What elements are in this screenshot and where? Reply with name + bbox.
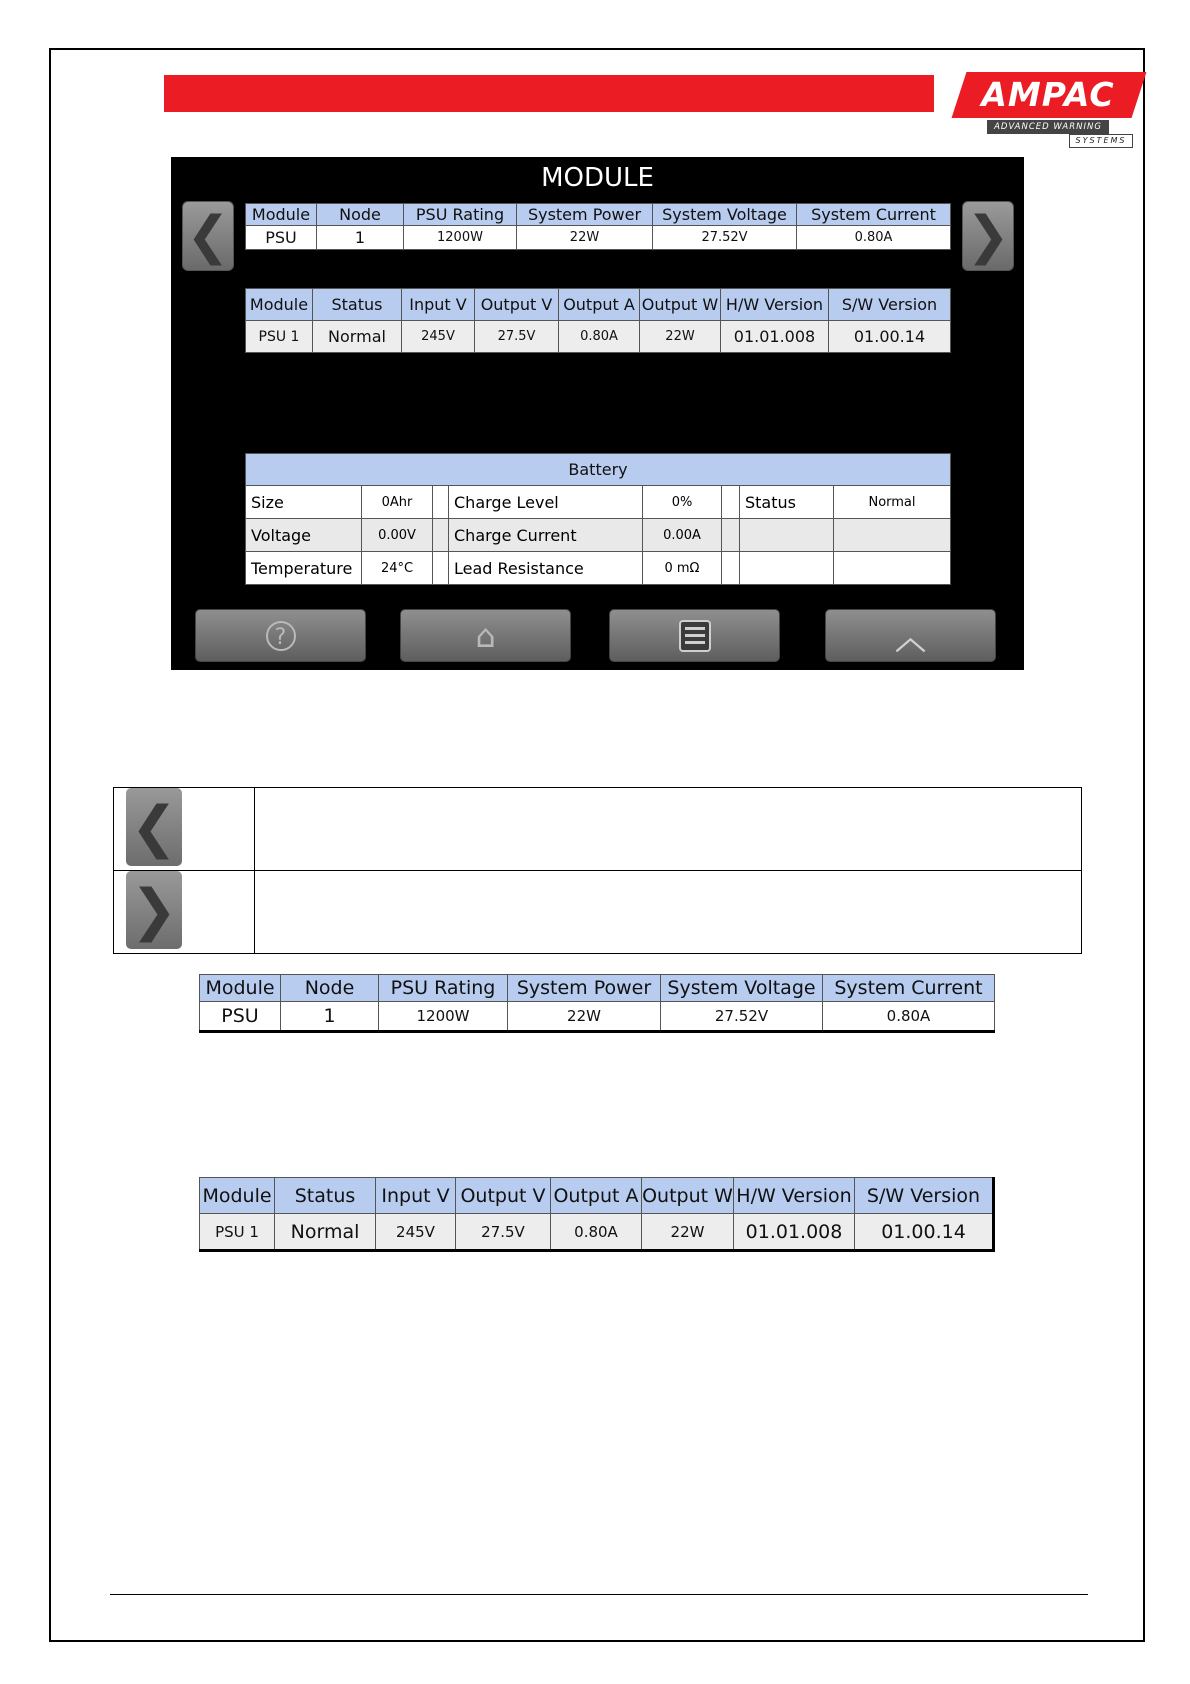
summary-header: System Power [517,204,653,226]
psu-cell: 22W [640,321,721,353]
psu-header: Module [200,1178,275,1214]
module-screen [171,157,1024,670]
battery-label: Voltage [246,519,362,552]
summary-header: Module [200,975,281,1002]
battery-title: Battery [246,454,951,486]
psu-cell: PSU 1 [246,321,313,353]
summary-header: PSU Rating [404,204,517,226]
psu-cell: 01.00.14 [855,1214,994,1251]
battery-value: 0.00V [362,519,433,552]
summary-cell: 0.80A [823,1002,995,1032]
psu-header: H/W Version [734,1178,855,1214]
psu-header: Output V [456,1178,551,1214]
summary-cell: 1 [317,226,404,250]
menu-icon [679,620,711,652]
psu-table [245,288,951,353]
battery-value: 0% [643,486,722,519]
psu-cell: 27.5V [475,321,559,353]
summary-header: PSU Rating [379,975,508,1002]
battery-label [740,552,834,585]
summary-header: Node [317,204,404,226]
summary-cell: 1200W [379,1002,508,1032]
battery-value: Normal [834,486,951,519]
legend-text [255,788,1082,871]
logo-sub2: SYSTEMS [1069,134,1133,148]
psu-cell: 01.01.008 [721,321,829,353]
battery-label: Charge Current [449,519,643,552]
next-button[interactable] [962,201,1014,271]
logo-sub1: ADVANCED WARNING [987,120,1109,134]
summary-header: System Current [823,975,995,1002]
psu-header: S/W Version [855,1178,994,1214]
home-button[interactable] [400,609,571,662]
header-red-bar [164,75,934,112]
psu-header: Status [275,1178,376,1214]
footer-rule [110,1594,1088,1595]
battery-value: 0.00A [643,519,722,552]
logo-brand: AMPAC [981,75,1115,114]
battery-value [834,552,951,585]
chevron-up-icon: ︿ [895,621,926,657]
battery-label: Size [246,486,362,519]
psu-cell: 0.80A [551,1214,642,1251]
psu-cell: 01.01.008 [734,1214,855,1251]
battery-value: 24°C [362,552,433,585]
battery-label: Temperature [246,552,362,585]
help-button[interactable] [195,609,366,662]
legend-icon-cell [114,871,255,954]
summary-cell: PSU [200,1002,281,1032]
summary-cell: 1 [281,1002,379,1032]
battery-label: Charge Level [449,486,643,519]
psu-cell: 0.80A [559,321,640,353]
prev-button[interactable] [182,201,234,271]
up-button[interactable] [825,609,996,662]
summary-cell: 1200W [404,226,517,250]
psu-header: H/W Version [721,289,829,321]
psu-header: Input V [376,1178,456,1214]
summary-header: System Voltage [661,975,823,1002]
psu-cell: 27.5V [456,1214,551,1251]
psu-table-zoom [199,1177,995,1252]
psu-cell: 245V [376,1214,456,1251]
psu-header: Output A [559,289,640,321]
psu-cell: Normal [275,1214,376,1251]
home-icon: ⌂ [475,616,496,655]
battery-label: Status [740,486,834,519]
battery-value [834,519,951,552]
summary-cell: 0.80A [797,226,951,250]
chevron-left-icon: ❮ [186,206,230,266]
psu-cell: 01.00.14 [829,321,951,353]
psu-header: Output V [475,289,559,321]
ampac-logo [945,72,1140,147]
summary-header: Node [281,975,379,1002]
psu-cell: 22W [642,1214,734,1251]
summary-table [245,203,951,250]
psu-header: Output W [642,1178,734,1214]
battery-table [245,453,951,585]
chevron-right-icon: ❯ [126,871,182,949]
summary-header: System Voltage [653,204,797,226]
summary-cell: 27.52V [653,226,797,250]
battery-label: Lead Resistance [449,552,643,585]
battery-label [740,519,834,552]
chevron-left-icon: ❮ [126,788,182,866]
psu-cell: 245V [402,321,475,353]
psu-header: Module [246,289,313,321]
psu-header: Output A [551,1178,642,1214]
summary-header: Module [246,204,317,226]
legend-icon-cell [114,788,255,871]
summary-cell: PSU [246,226,317,250]
summary-cell: 22W [508,1002,661,1032]
psu-header: Input V [402,289,475,321]
navigation-legend-table [113,787,1082,954]
legend-text [255,871,1082,954]
summary-cell: 27.52V [661,1002,823,1032]
summary-header: System Current [797,204,951,226]
chevron-right-icon: ❯ [966,206,1010,266]
psu-header: Output W [640,289,721,321]
help-icon: ? [266,621,296,651]
summary-header: System Power [508,975,661,1002]
battery-value: 0 mΩ [643,552,722,585]
summary-table-zoom [199,974,995,1033]
menu-button[interactable] [609,609,780,662]
psu-header: Status [313,289,402,321]
battery-value: 0Ahr [362,486,433,519]
psu-cell: PSU 1 [200,1214,275,1251]
screen-title: MODULE [541,163,654,193]
psu-cell: Normal [313,321,402,353]
psu-header: S/W Version [829,289,951,321]
summary-cell: 22W [517,226,653,250]
